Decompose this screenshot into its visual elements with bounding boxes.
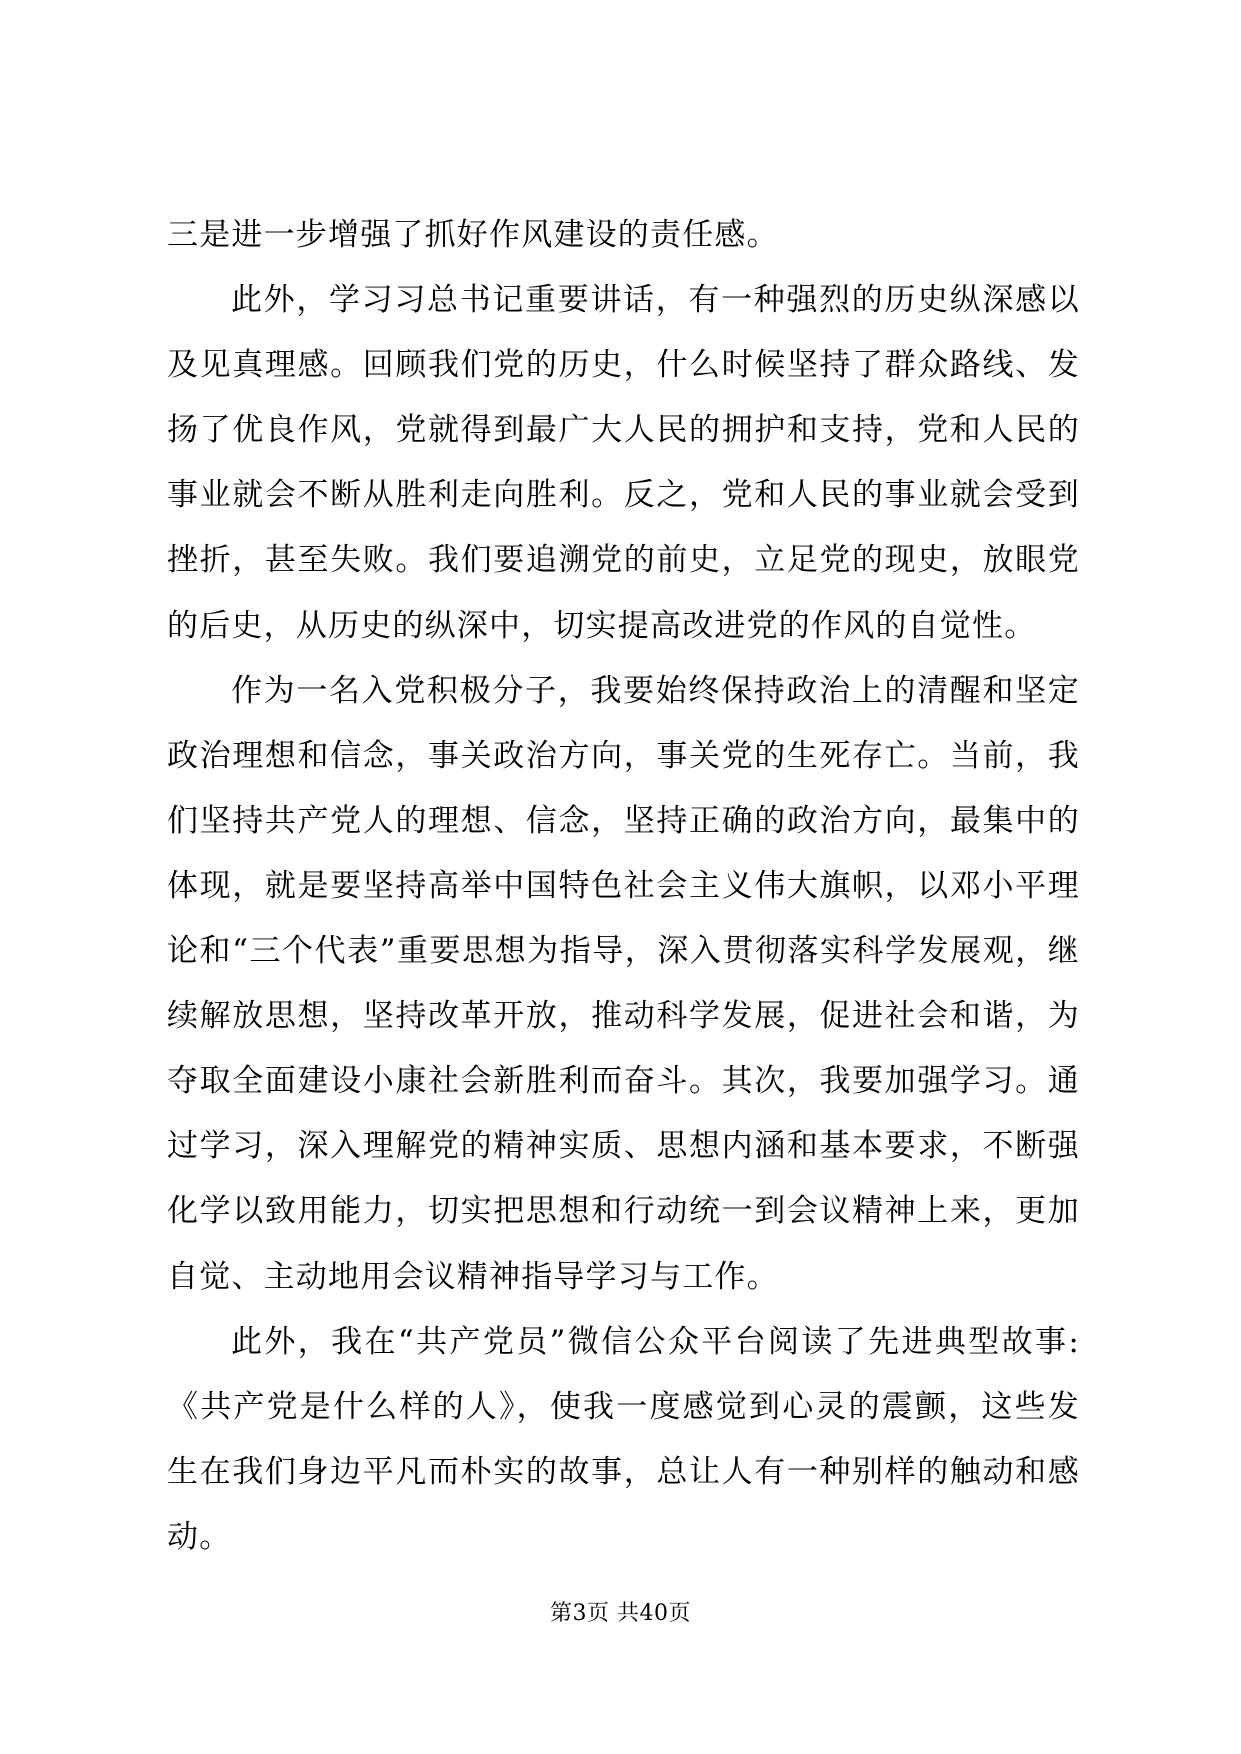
body-text	[167, 203, 1080, 1570]
paragraph-wechat-story: 此外，我在“共产党员”微信公众平台阅读了先进典型故事:《共产党是什么样的人》，使我一度感觉到心灵的震颤，这些发生在我们身边平凡而朴实的故事，总让人有一种别样的触动和感动。	[167, 1323, 1080, 1555]
paragraph-political-ideals: 作为一名入党积极分子，我要始终保持政治上的清醒和坚定政治理想和信念，事关政治方向，事关党的生死存亡。当前，我们坚持共产党人的理想、信念，坚持正确的政治方向，最集中的体现，就是要坚持高举中国特色社会主义伟大旗帜，以邓小平理论和“三个代表”重要思想为指导，深入贯彻落实科学发展观，继续解放思想，坚持改革开放，推动科学发展，促进社会和谐，为夺取全面建设小康社会新胜利而奋斗。其次，我要加强学习。通过学习，深入理解党的精神实质、思想内涵和基本要求，不断强化学以致用能力，切实把思想和行动统一到会议精神上来，更加自觉、主动地用会议精神指导学习与工作。	[167, 672, 1080, 1295]
paragraph-history: 此外，学习习总书记重要讲话，有一种强烈的历史纵深感以及见真理感。回顾我们党的历史，什么时候坚持了群众路线、发扬了优良作风，党就得到最广大人民的拥护和支持，党和人民的事业就会不断从胜利走向胜利。反之，党和人民的事业就会受到挫折，甚至失败。我们要追溯党的前史，立足党的现史，放眼党的后史，从历史的纵深中，切实提高改进党的作风的自觉性。	[167, 282, 1080, 644]
page-number-footer: 第3页 共40页	[550, 1601, 691, 1626]
paragraph-continuation: 三是进一步增强了抓好作风建设的责任感。	[167, 217, 779, 253]
